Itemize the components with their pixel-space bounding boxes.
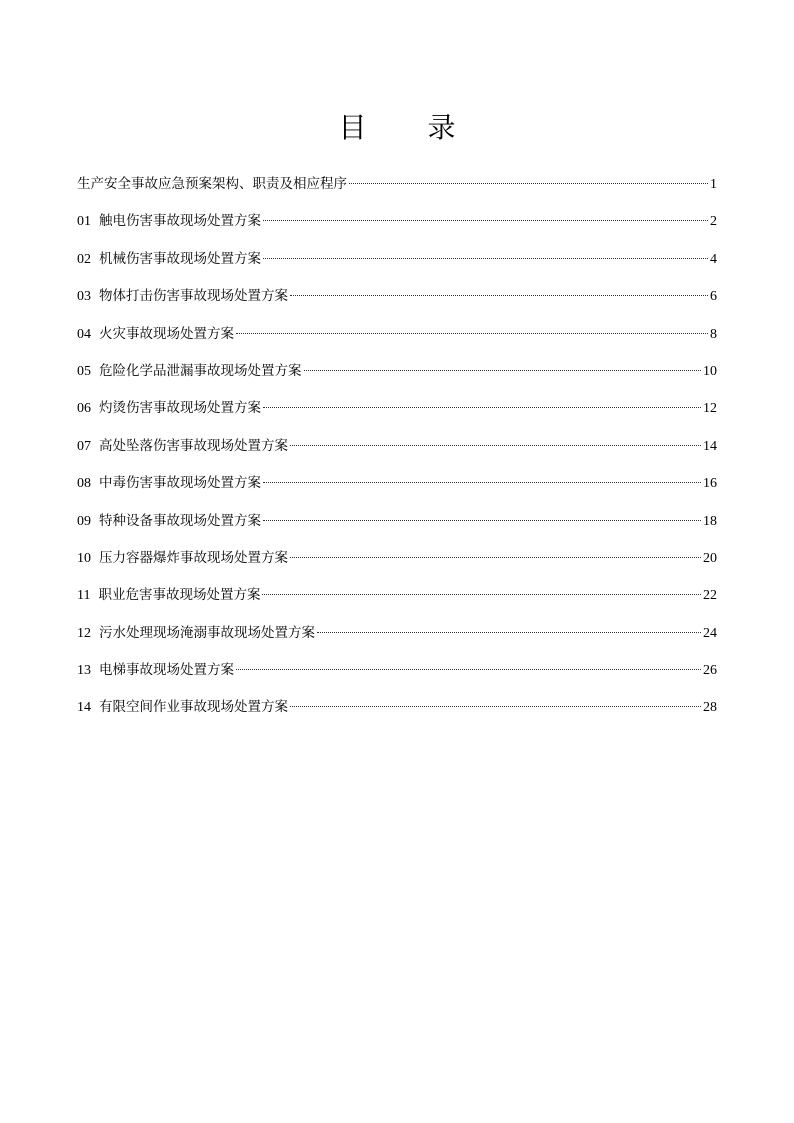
toc-entry-page: 1 <box>710 177 717 192</box>
toc-entry[interactable] <box>77 172 717 209</box>
toc-entry-page: 18 <box>703 513 717 529</box>
toc-entry-text: 物体打击伤害事故现场处置方案 <box>99 288 288 305</box>
toc-entry[interactable] <box>77 583 717 620</box>
toc-entry-text: 污水处理现场淹溺事故现场处置方案 <box>99 624 315 641</box>
toc-entry-page: 24 <box>703 625 717 641</box>
toc-entry-number: 01 <box>77 214 91 230</box>
toc-entry-text: 特种设备事故现场处置方案 <box>99 512 261 529</box>
page-title: 目 录 <box>338 111 482 144</box>
toc-entry[interactable] <box>77 209 717 246</box>
toc-entry[interactable] <box>77 695 717 732</box>
toc-entry-text: 触电伤害事故现场处置方案 <box>99 213 261 230</box>
dot-leader <box>290 295 708 296</box>
dot-leader <box>290 706 701 707</box>
toc-entry-number: 05 <box>77 363 91 379</box>
dot-leader <box>263 258 708 259</box>
toc-entry[interactable] <box>77 359 717 396</box>
toc-entry[interactable] <box>77 322 717 359</box>
toc-entry-number: 02 <box>77 251 91 267</box>
toc-entry-number: 13 <box>77 663 91 679</box>
dot-leader <box>236 669 701 670</box>
toc-entry[interactable] <box>77 546 717 583</box>
toc-entry-number: 11 <box>77 588 91 604</box>
toc-entry[interactable] <box>77 284 717 321</box>
toc-entry-page: 22 <box>703 588 717 604</box>
toc-entry-page: 16 <box>703 476 717 492</box>
table-of-contents <box>77 172 717 733</box>
toc-entry-text: 职业危害事故现场处置方案 <box>98 587 261 604</box>
toc-entry-number: 10 <box>77 550 91 566</box>
toc-entry[interactable] <box>77 621 717 658</box>
toc-entry-number: 12 <box>77 625 91 641</box>
dot-leader <box>263 482 701 483</box>
toc-entry-text: 中毒伤害事故现场处置方案 <box>99 475 261 492</box>
toc-entry-page: 2 <box>710 214 717 230</box>
toc-entry-page: 14 <box>703 438 717 454</box>
toc-entry-number: 14 <box>77 700 91 716</box>
toc-entry-number: 08 <box>77 476 91 492</box>
toc-entry-number: 06 <box>77 401 91 417</box>
toc-entry-text: 火灾事故现场处置方案 <box>99 325 234 342</box>
toc-entry-text: 电梯事故现场处置方案 <box>99 662 234 679</box>
toc-entry[interactable] <box>77 247 717 284</box>
toc-entry-text: 有限空间作业事故现场处置方案 <box>99 699 288 716</box>
dot-leader <box>349 183 708 184</box>
toc-entry-text: 灼烫伤害事故现场处置方案 <box>99 400 261 417</box>
toc-entry[interactable] <box>77 396 717 433</box>
dot-leader <box>304 370 702 371</box>
dot-leader <box>290 557 701 558</box>
toc-entry-text: 危险化学品泄漏事故现场处置方案 <box>99 362 302 379</box>
toc-entry[interactable] <box>77 434 717 471</box>
toc-entry-text: 机械伤害事故现场处置方案 <box>99 250 261 267</box>
toc-entry-number: 04 <box>77 326 91 342</box>
toc-entry-number: 09 <box>77 513 91 529</box>
toc-entry-page: 8 <box>710 326 717 342</box>
toc-entry-number: 07 <box>77 438 91 454</box>
toc-entry-page: 12 <box>703 401 717 417</box>
dot-leader <box>263 520 701 521</box>
dot-leader <box>263 407 701 408</box>
toc-entry[interactable] <box>77 471 717 508</box>
toc-entry-text: 生产安全事故应急预案架构、职责及相应程序 <box>77 176 347 192</box>
toc-entry-page: 4 <box>710 251 717 267</box>
dot-leader <box>262 594 701 595</box>
toc-entry[interactable] <box>77 509 717 546</box>
toc-entry-page: 10 <box>703 363 717 379</box>
toc-entry[interactable] <box>77 658 717 695</box>
toc-entry-page: 28 <box>703 700 717 716</box>
toc-entry-number: 03 <box>77 289 91 305</box>
toc-entry-text: 压力容器爆炸事故现场处置方案 <box>99 549 288 566</box>
toc-entry-page: 6 <box>710 289 717 305</box>
toc-entry-page: 20 <box>703 550 717 566</box>
dot-leader <box>290 445 701 446</box>
dot-leader <box>317 632 701 633</box>
dot-leader <box>236 333 708 334</box>
dot-leader <box>263 220 708 221</box>
toc-entry-page: 26 <box>703 663 717 679</box>
toc-entry-text: 高处坠落伤害事故现场处置方案 <box>99 437 288 454</box>
